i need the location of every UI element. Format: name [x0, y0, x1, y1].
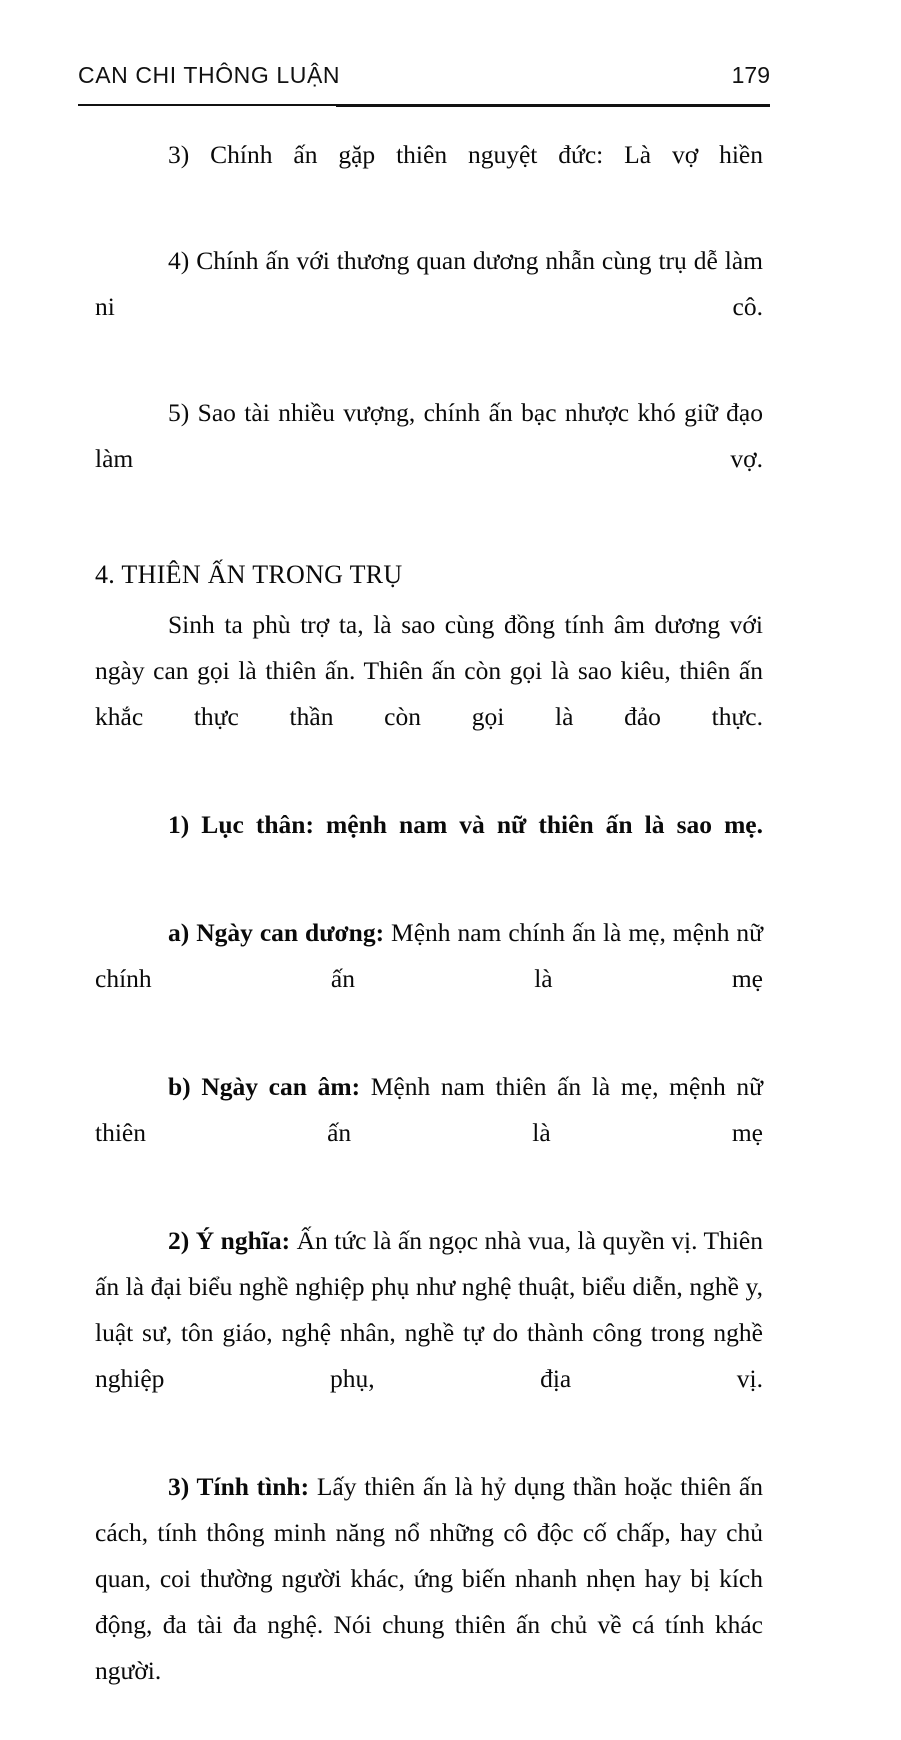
paragraph-item-4: 4) Chính ấn với thương quan dương nhẫn cùng trụ dễ làm ni cô.: [95, 246, 763, 321]
page-number: 179: [731, 62, 770, 88]
paragraph-sub-b: [95, 1064, 763, 1202]
sub-b-text: Mệnh nam thiên ấn là mẹ, mệnh nữ thiên ấn là mẹ: [95, 1072, 764, 1147]
paragraph-sub-a: [95, 910, 763, 1048]
sub-a-text: Mệnh nam chính ấn là mẹ, mệnh nữ chính ấn là mẹ: [95, 918, 763, 993]
sub-2-lead-in: 2) Ý nghĩa:: [168, 1226, 291, 1255]
page-body: [95, 132, 763, 1740]
paragraph-sub-3: [95, 1464, 763, 1740]
sub-2-text: Ấn tức là ấn ngọc nhà vua, là quyền vị. Thiên ấn là đại biểu nghề nghiệp phụ như nghệ thuật, biểu diễn, nghề y, luật sư, tôn giáo, nghệ nhân, nghề tự do thành công trong nghề nghiệp phụ, địa vị.: [95, 1226, 763, 1393]
header-divider: [78, 104, 770, 107]
sub-3-text: Lấy thiên ấn là hỷ dụng thần hoặc thiên ấn cách, tính thông minh năng nổ những cô độc cố chấp, hay chủ quan, coi thường người khác, ứng biến nhanh nhẹn hay bị kích động, đa tài đa nghệ. Nói chung thiên ấn chủ về cá tính khác người.: [95, 1472, 763, 1685]
sub-a-lead-in: a) Ngày can dương:: [168, 918, 385, 947]
sub-b-lead-in: b) Ngày can âm:: [168, 1072, 361, 1101]
paragraph-intro: Sinh ta phù trợ ta, là sao cùng đồng tính âm dương với ngày can gọi là thiên ấn. Thiên ấn còn gọi là sao kiêu, thiên ấn khắc thực thần còn gọi là đảo thực.: [95, 610, 763, 731]
paragraph-item-3: 3) Chính ấn gặp thiên nguyệt đức: Là vợ hiền: [168, 140, 763, 169]
paragraph-item-5: 5) Sao tài nhiều vượng, chính ấn bạc nhược khó giữ đạo làm vợ.: [95, 398, 763, 473]
section-heading: 4. THIÊN ẤN TRONG TRỤ: [95, 560, 403, 589]
running-head: [78, 62, 770, 89]
page-title: CAN CHI THÔNG LUẬN: [78, 62, 341, 88]
paragraph-sub-1: 1) Lục thân: mệnh nam và nữ thiên ấn là sao mẹ.: [168, 810, 763, 839]
sub-3-lead-in: 3) Tính tình:: [168, 1472, 310, 1501]
paragraph-sub-2: [95, 1218, 763, 1448]
